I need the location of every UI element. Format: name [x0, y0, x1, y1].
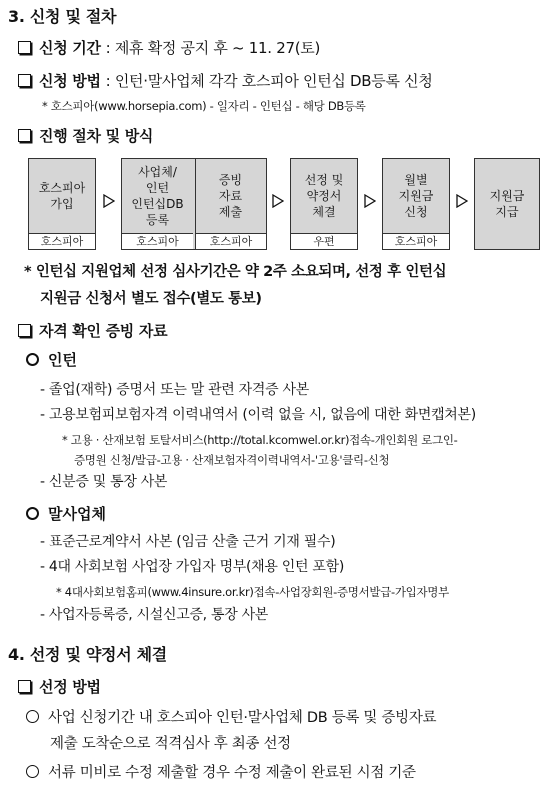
company-item-1: - 표준근로계약서 사본 (임금 산출 근거 기재 필수)	[40, 534, 336, 550]
selection-method-heading	[18, 676, 101, 697]
step-monthly-application	[382, 158, 450, 250]
intern-item-3: - 신분증 및 통장 사본	[40, 474, 168, 490]
intern-item-1: - 졸업(재학) 증명서 또는 말 관련 자격증 사본	[40, 382, 309, 398]
circle-bullet-icon	[26, 353, 39, 366]
step-channel: 호스피아	[195, 233, 266, 249]
step-selection-agreement	[290, 158, 358, 250]
selection-item-2	[26, 761, 416, 782]
checkbox-square-icon	[18, 324, 31, 337]
section-title-4: 4. 선정 및 약정서 체결	[8, 645, 167, 664]
checkbox-square-icon	[18, 129, 31, 142]
arrow-right-icon	[103, 194, 115, 208]
selection-item-1	[26, 706, 436, 727]
intern-label: 인턴	[48, 351, 77, 369]
company-item-2: - 4대 사회보험 사업장 가입자 명부(채용 인턴 포함)	[40, 559, 344, 575]
application-period	[18, 37, 320, 58]
step-label: 증빙 자료 제출	[218, 173, 243, 219]
period-value: : 제휴 확정 공지 후 ~ 11. 27(토)	[105, 39, 320, 57]
section-title-3: 3. 신청 및 절차	[8, 7, 117, 26]
step-label: 사업체/ 인턴 인턴십DB 등록	[131, 165, 184, 227]
process-flow	[28, 158, 540, 250]
step-channel: 호스피아	[29, 233, 95, 249]
arrow-right-icon	[456, 194, 468, 208]
selection-method-label: 선정 방법	[39, 678, 101, 696]
method-value: : 인턴·말사업체 각각 호스피아 인턴십 DB등록 신청	[105, 72, 433, 90]
circle-bullet-icon	[26, 765, 39, 778]
checkbox-square-icon	[18, 41, 31, 54]
docs-label: 자격 확인 증빙 자료	[39, 322, 168, 340]
circle-bullet-icon	[26, 710, 39, 723]
method-label: 신청 방법	[39, 72, 101, 90]
company-note: * 4대사회보험홈피(www.4insure.or.kr)접속-사업장회원-증명서발급-가입자명부	[56, 585, 449, 599]
arrow-right-icon	[364, 194, 376, 208]
step-label: 지원금 지급	[489, 189, 525, 219]
step-db-register-and-docs	[121, 158, 267, 250]
selection-item-2-text: 서류 미비로 수정 제출할 경우 수정 제출이 완료된 시점 기준	[48, 765, 416, 781]
method-note: * 호스피아(www.horsepia.com) - 일자리 - 인턴십 - 해당 DB등록	[42, 99, 366, 113]
selection-item-1-line-2: 제출 도착순으로 적격심사 후 최종 선정	[50, 736, 291, 752]
company-heading	[26, 503, 106, 524]
arrow-right-icon	[272, 194, 284, 208]
step-channel: 호스피아	[122, 233, 193, 249]
process-label: 진행 절차 및 방식	[39, 127, 154, 145]
intern-note-2: 증명원 신청/발급-고용 · 산재보험자격이력내역서-'고용'클릭-신청	[74, 453, 390, 467]
checkbox-square-icon	[18, 680, 31, 693]
docs-heading	[18, 320, 167, 341]
notice-line-1: * 인턴십 지원업체 선정 심사기간은 약 2주 소요되며, 선정 후 인턴십	[24, 264, 447, 280]
checkbox-square-icon	[18, 74, 31, 87]
step-payment	[474, 158, 540, 250]
step-channel: 우편	[291, 233, 357, 249]
company-item-3: - 사업자등록증, 시설신고증, 통장 사본	[40, 607, 269, 623]
process-heading	[18, 125, 153, 146]
intern-heading	[26, 349, 77, 370]
company-label: 말사업체	[48, 505, 106, 523]
period-label: 신청 기간	[39, 39, 101, 57]
step-label: 호스피아 가입	[38, 181, 86, 211]
circle-bullet-icon	[26, 507, 39, 520]
intern-item-2: - 고용보험피보험자격 이력내역서 (이력 없을 시, 없음에 대한 화면캡쳐본)	[40, 407, 476, 423]
step-label: 월별 지원금 신청	[398, 173, 434, 219]
intern-note-1: * 고용 · 산재보험 토탈서비스(http://total.kcomwel.or.kr)접속-개인회원 로그인-	[62, 433, 458, 447]
application-method	[18, 70, 433, 91]
step-label: 선정 및 약정서 체결	[304, 173, 344, 219]
selection-item-1-line-1: 사업 신청기간 내 호스피아 인턴·말사업체 DB 등록 및 증빙자료	[48, 710, 437, 726]
notice-line-2: 지원금 신청서 별도 접수(별도 통보)	[40, 291, 262, 307]
step-channel: 호스피아	[383, 233, 449, 249]
step-signup	[28, 158, 96, 250]
